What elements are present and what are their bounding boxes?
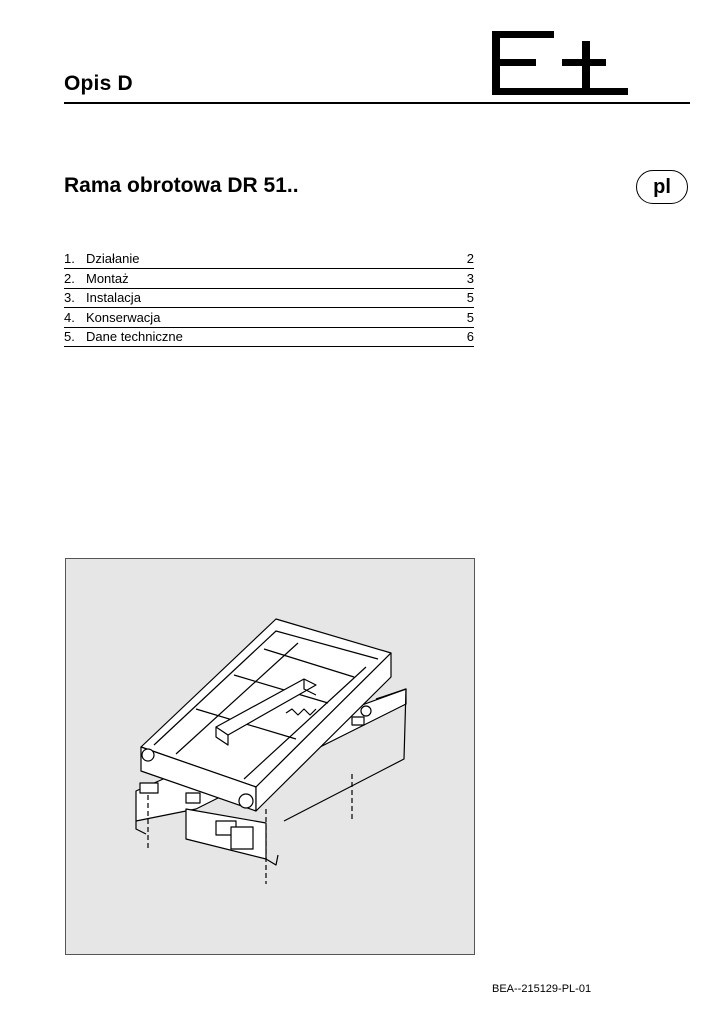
figure-panel (65, 558, 475, 955)
toc-page: 6 (466, 328, 474, 344)
toc-number: 2. (64, 270, 75, 286)
header-rule (64, 102, 690, 104)
rotary-frame-drawing-icon (66, 559, 474, 954)
toc-row[interactable] (64, 328, 474, 347)
toc-label: Montaż (86, 270, 129, 286)
toc-page: 5 (466, 290, 474, 306)
toc-label: Działanie (86, 251, 140, 267)
toc-number: 3. (64, 290, 75, 306)
toc-row[interactable] (64, 289, 474, 308)
toc-label: Konserwacja (86, 309, 161, 325)
company-logo-icon (492, 31, 628, 95)
toc-number: 4. (64, 309, 75, 325)
toc-number: 5. (64, 328, 75, 344)
toc-label: Instalacja (86, 290, 141, 306)
toc-label: Dane techniczne (86, 328, 183, 344)
toc-row[interactable] (64, 308, 474, 327)
toc-row[interactable] (64, 269, 474, 288)
table-of-contents (64, 250, 474, 347)
toc-number: 1. (64, 251, 75, 267)
document-code: BEA--215129-PL-01 (492, 983, 592, 995)
toc-page: 5 (466, 309, 474, 325)
toc-page: 2 (466, 251, 474, 267)
toc-row[interactable] (64, 250, 474, 269)
doc-type-heading: Opis D (64, 72, 133, 95)
toc-page: 3 (466, 270, 474, 286)
language-badge: pl (636, 170, 688, 204)
document-title: Rama obrotowa DR 51.. (64, 174, 299, 197)
